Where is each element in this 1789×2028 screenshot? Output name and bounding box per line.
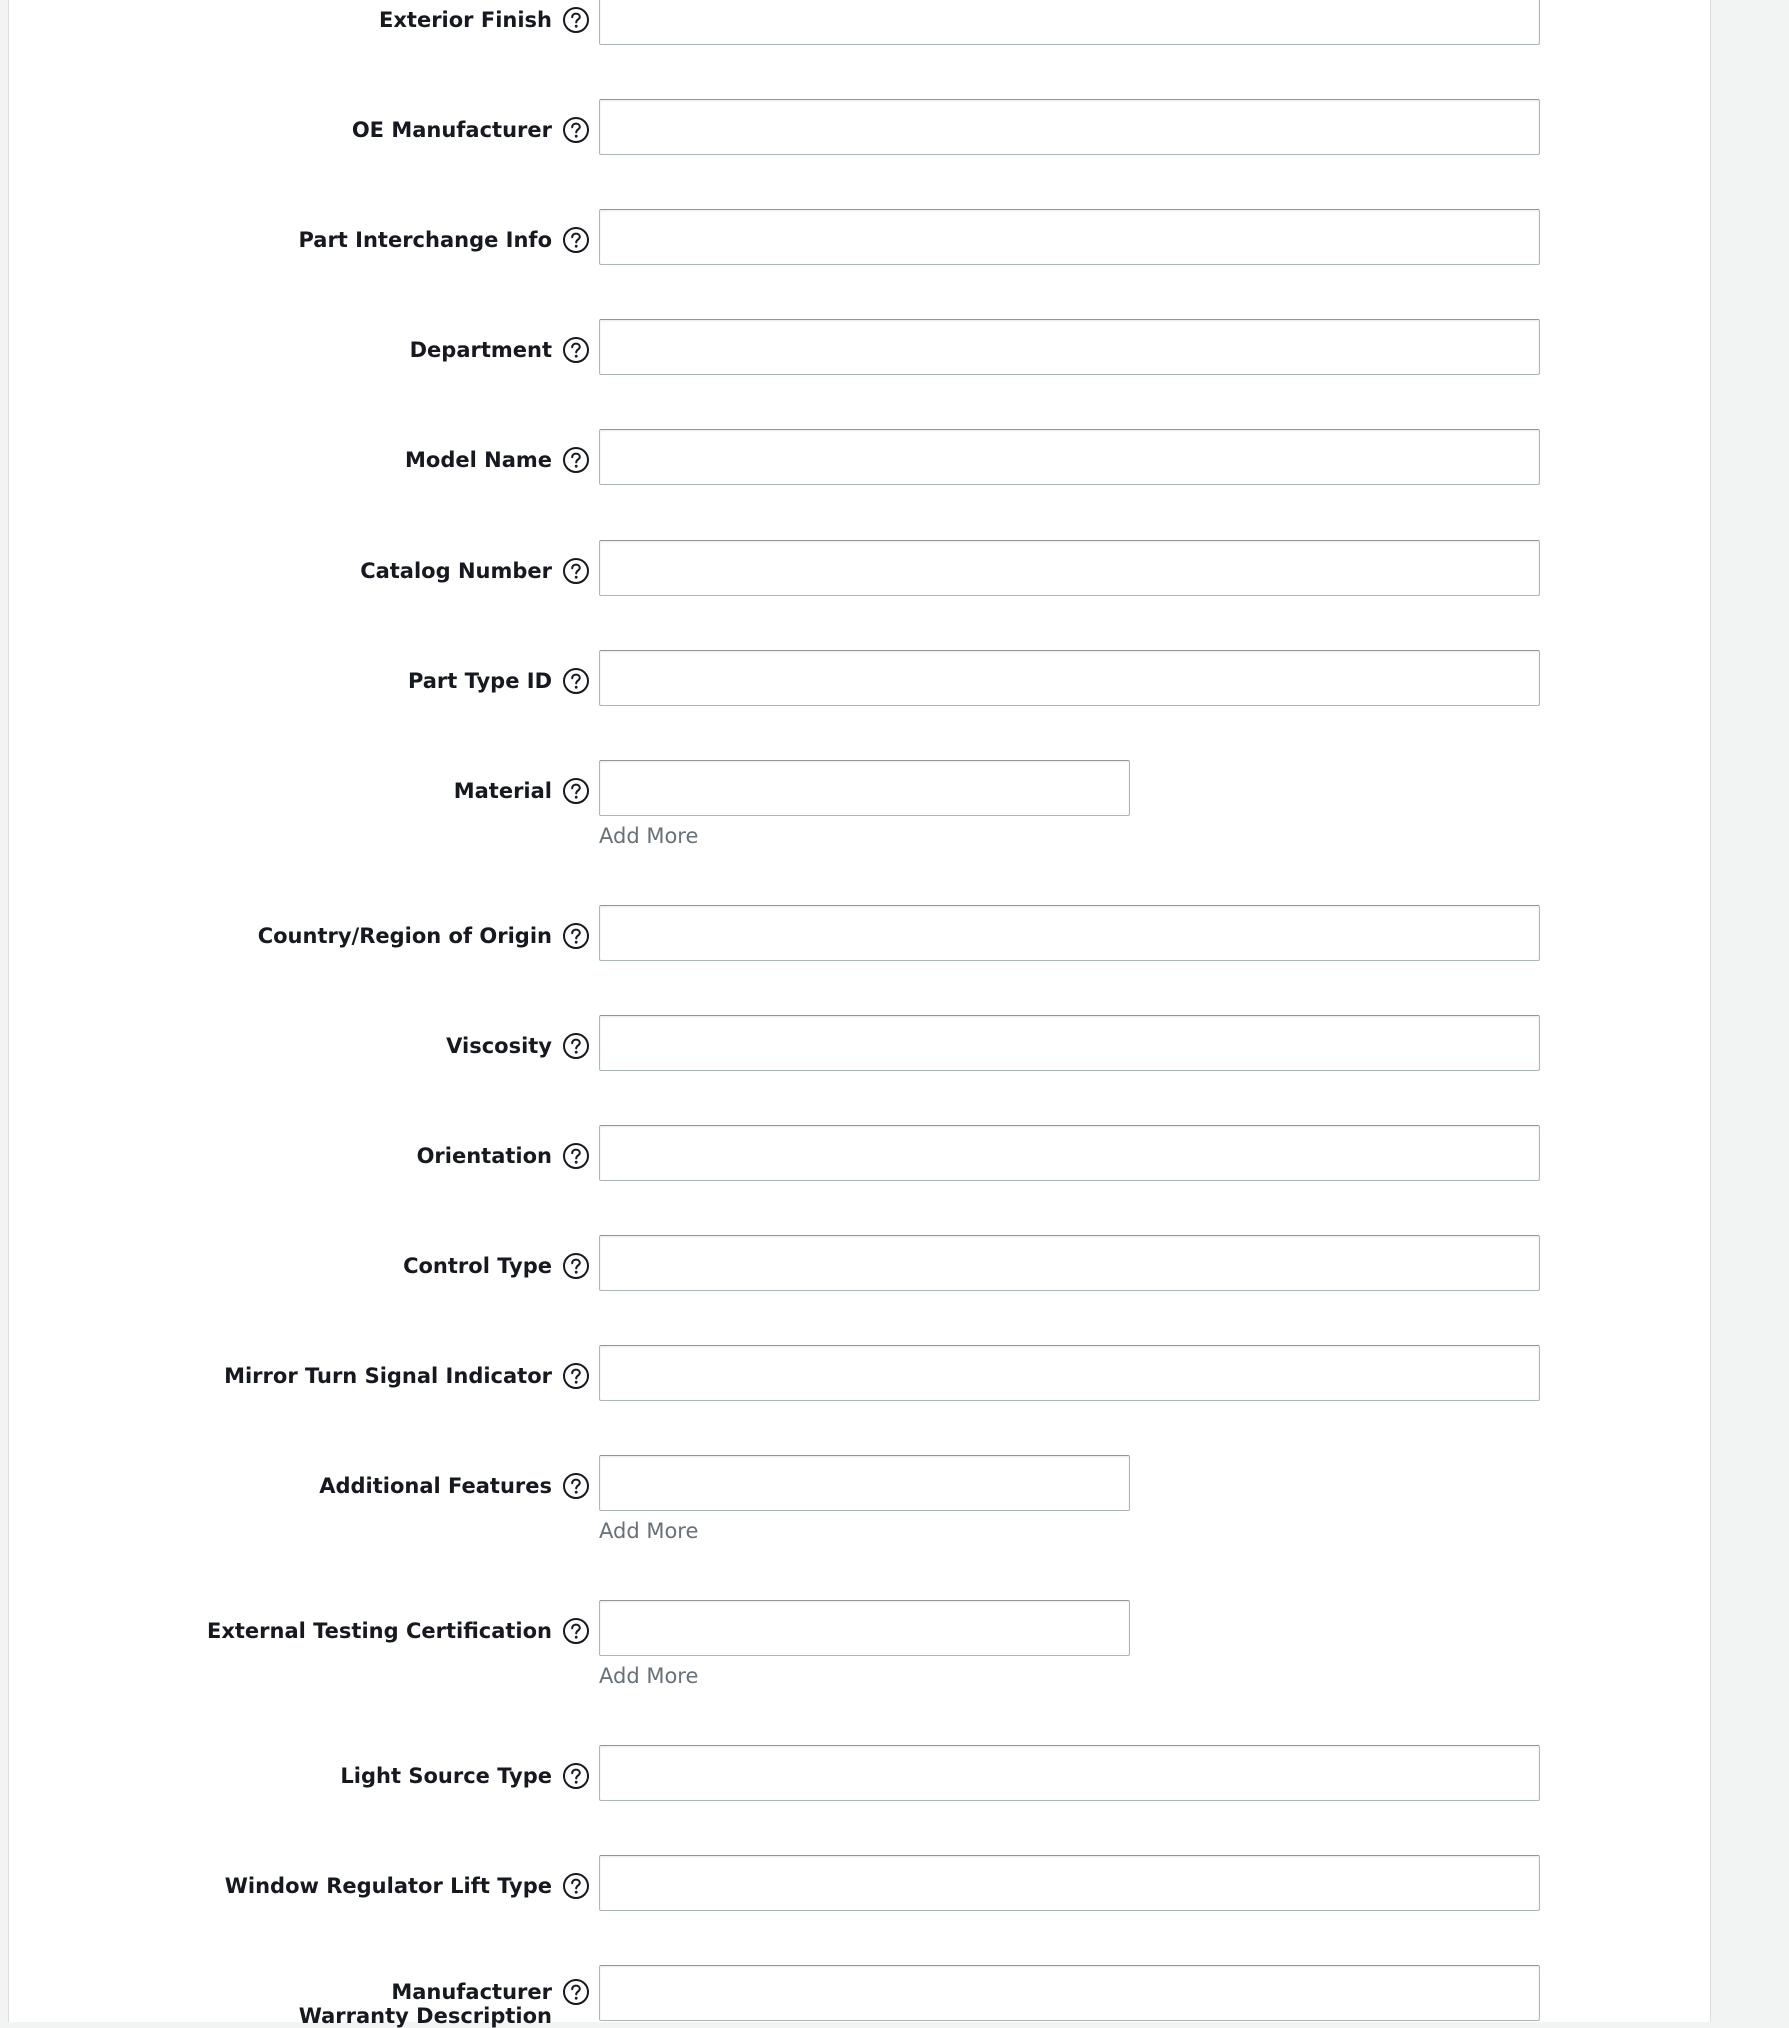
help-circle-icon[interactable]: [562, 1762, 590, 1790]
field-label: Material: [453, 779, 552, 803]
help-circle-icon[interactable]: [562, 1617, 590, 1645]
field-label-group: [405, 444, 590, 476]
additional-features-input[interactable]: [599, 1455, 1130, 1511]
field-label: Part Type ID: [407, 669, 552, 693]
exterior-finish-input[interactable]: [599, 0, 1540, 45]
field-label: Manufacturer Warranty Description: [298, 1980, 552, 2028]
field-label: Exterior Finish: [379, 8, 552, 32]
field-label-group: [340, 1760, 590, 1792]
help-circle-icon[interactable]: [562, 1142, 590, 1170]
field-label-group: [225, 1870, 590, 1902]
help-circle-icon[interactable]: [562, 116, 590, 144]
help-circle-icon[interactable]: [562, 777, 590, 805]
mirror-turn-signal-indicator-input[interactable]: [599, 1345, 1540, 1401]
form-panel: [8, 0, 1711, 2028]
help-circle-icon[interactable]: [562, 226, 590, 254]
material-input[interactable]: [599, 760, 1130, 816]
field-label: OE Manufacturer: [351, 118, 552, 142]
field-label-group: [417, 1140, 590, 1172]
field-label-group: [410, 334, 590, 366]
orientation-input[interactable]: [599, 1125, 1540, 1181]
field-label-group: [408, 665, 590, 697]
help-circle-icon[interactable]: [562, 1032, 590, 1060]
external-testing-certification-input[interactable]: [599, 1600, 1130, 1656]
field-label: Department: [409, 338, 552, 362]
help-circle-icon[interactable]: [562, 1252, 590, 1280]
help-circle-icon[interactable]: [562, 1472, 590, 1500]
field-label: Viscosity: [446, 1034, 552, 1058]
field-label: Mirror Turn Signal Indicator: [224, 1364, 552, 1388]
country-region-of-origin-input[interactable]: [599, 905, 1540, 961]
field-label-group: [292, 1980, 590, 2028]
field-label: External Testing Certification: [206, 1619, 552, 1643]
field-label: Control Type: [403, 1254, 552, 1278]
field-label: Additional Features: [319, 1474, 552, 1498]
field-label-group: [403, 1250, 590, 1282]
part-type-id-input[interactable]: [599, 650, 1540, 706]
window-regulator-lift-type-input[interactable]: [599, 1855, 1540, 1911]
field-label-group: [446, 1030, 590, 1062]
field-label: Part Interchange Info: [298, 228, 552, 252]
field-label: Model Name: [405, 448, 552, 472]
help-circle-icon[interactable]: [562, 667, 590, 695]
help-circle-icon[interactable]: [562, 557, 590, 585]
field-label: Window Regulator Lift Type: [224, 1874, 552, 1898]
help-circle-icon[interactable]: [562, 1978, 590, 2006]
additional-features-add-more-link[interactable]: Add More: [599, 1519, 699, 1543]
field-label-group: [319, 1470, 590, 1502]
field-label-group: [224, 1360, 590, 1392]
field-label-group: [258, 920, 590, 952]
external-testing-certification-add-more-link[interactable]: Add More: [599, 1664, 699, 1688]
help-circle-icon[interactable]: [562, 336, 590, 364]
field-label-group: [379, 4, 590, 36]
field-label-group: [298, 224, 590, 256]
help-circle-icon[interactable]: [562, 922, 590, 950]
field-label: Light Source Type: [340, 1764, 552, 1788]
field-label-group: [207, 1615, 590, 1647]
model-name-input[interactable]: [599, 429, 1540, 485]
field-label: Orientation: [416, 1144, 552, 1168]
oe-manufacturer-input[interactable]: [599, 99, 1540, 155]
field-label-group: [360, 555, 590, 587]
help-circle-icon[interactable]: [562, 6, 590, 34]
light-source-type-input[interactable]: [599, 1745, 1540, 1801]
help-circle-icon[interactable]: [562, 446, 590, 474]
manufacturer-warranty-description-input[interactable]: [599, 1965, 1540, 2021]
catalog-number-input[interactable]: [599, 540, 1540, 596]
help-circle-icon[interactable]: [562, 1872, 590, 1900]
help-circle-icon[interactable]: [562, 1362, 590, 1390]
field-label-group: [352, 114, 590, 146]
viscosity-input[interactable]: [599, 1015, 1540, 1071]
department-input[interactable]: [599, 319, 1540, 375]
field-label: Country/Region of Origin: [257, 924, 552, 948]
field-label-group: [454, 775, 590, 807]
control-type-input[interactable]: [599, 1235, 1540, 1291]
field-label: Catalog Number: [360, 559, 552, 583]
part-interchange-info-input[interactable]: [599, 209, 1540, 265]
material-add-more-link[interactable]: Add More: [599, 824, 699, 848]
